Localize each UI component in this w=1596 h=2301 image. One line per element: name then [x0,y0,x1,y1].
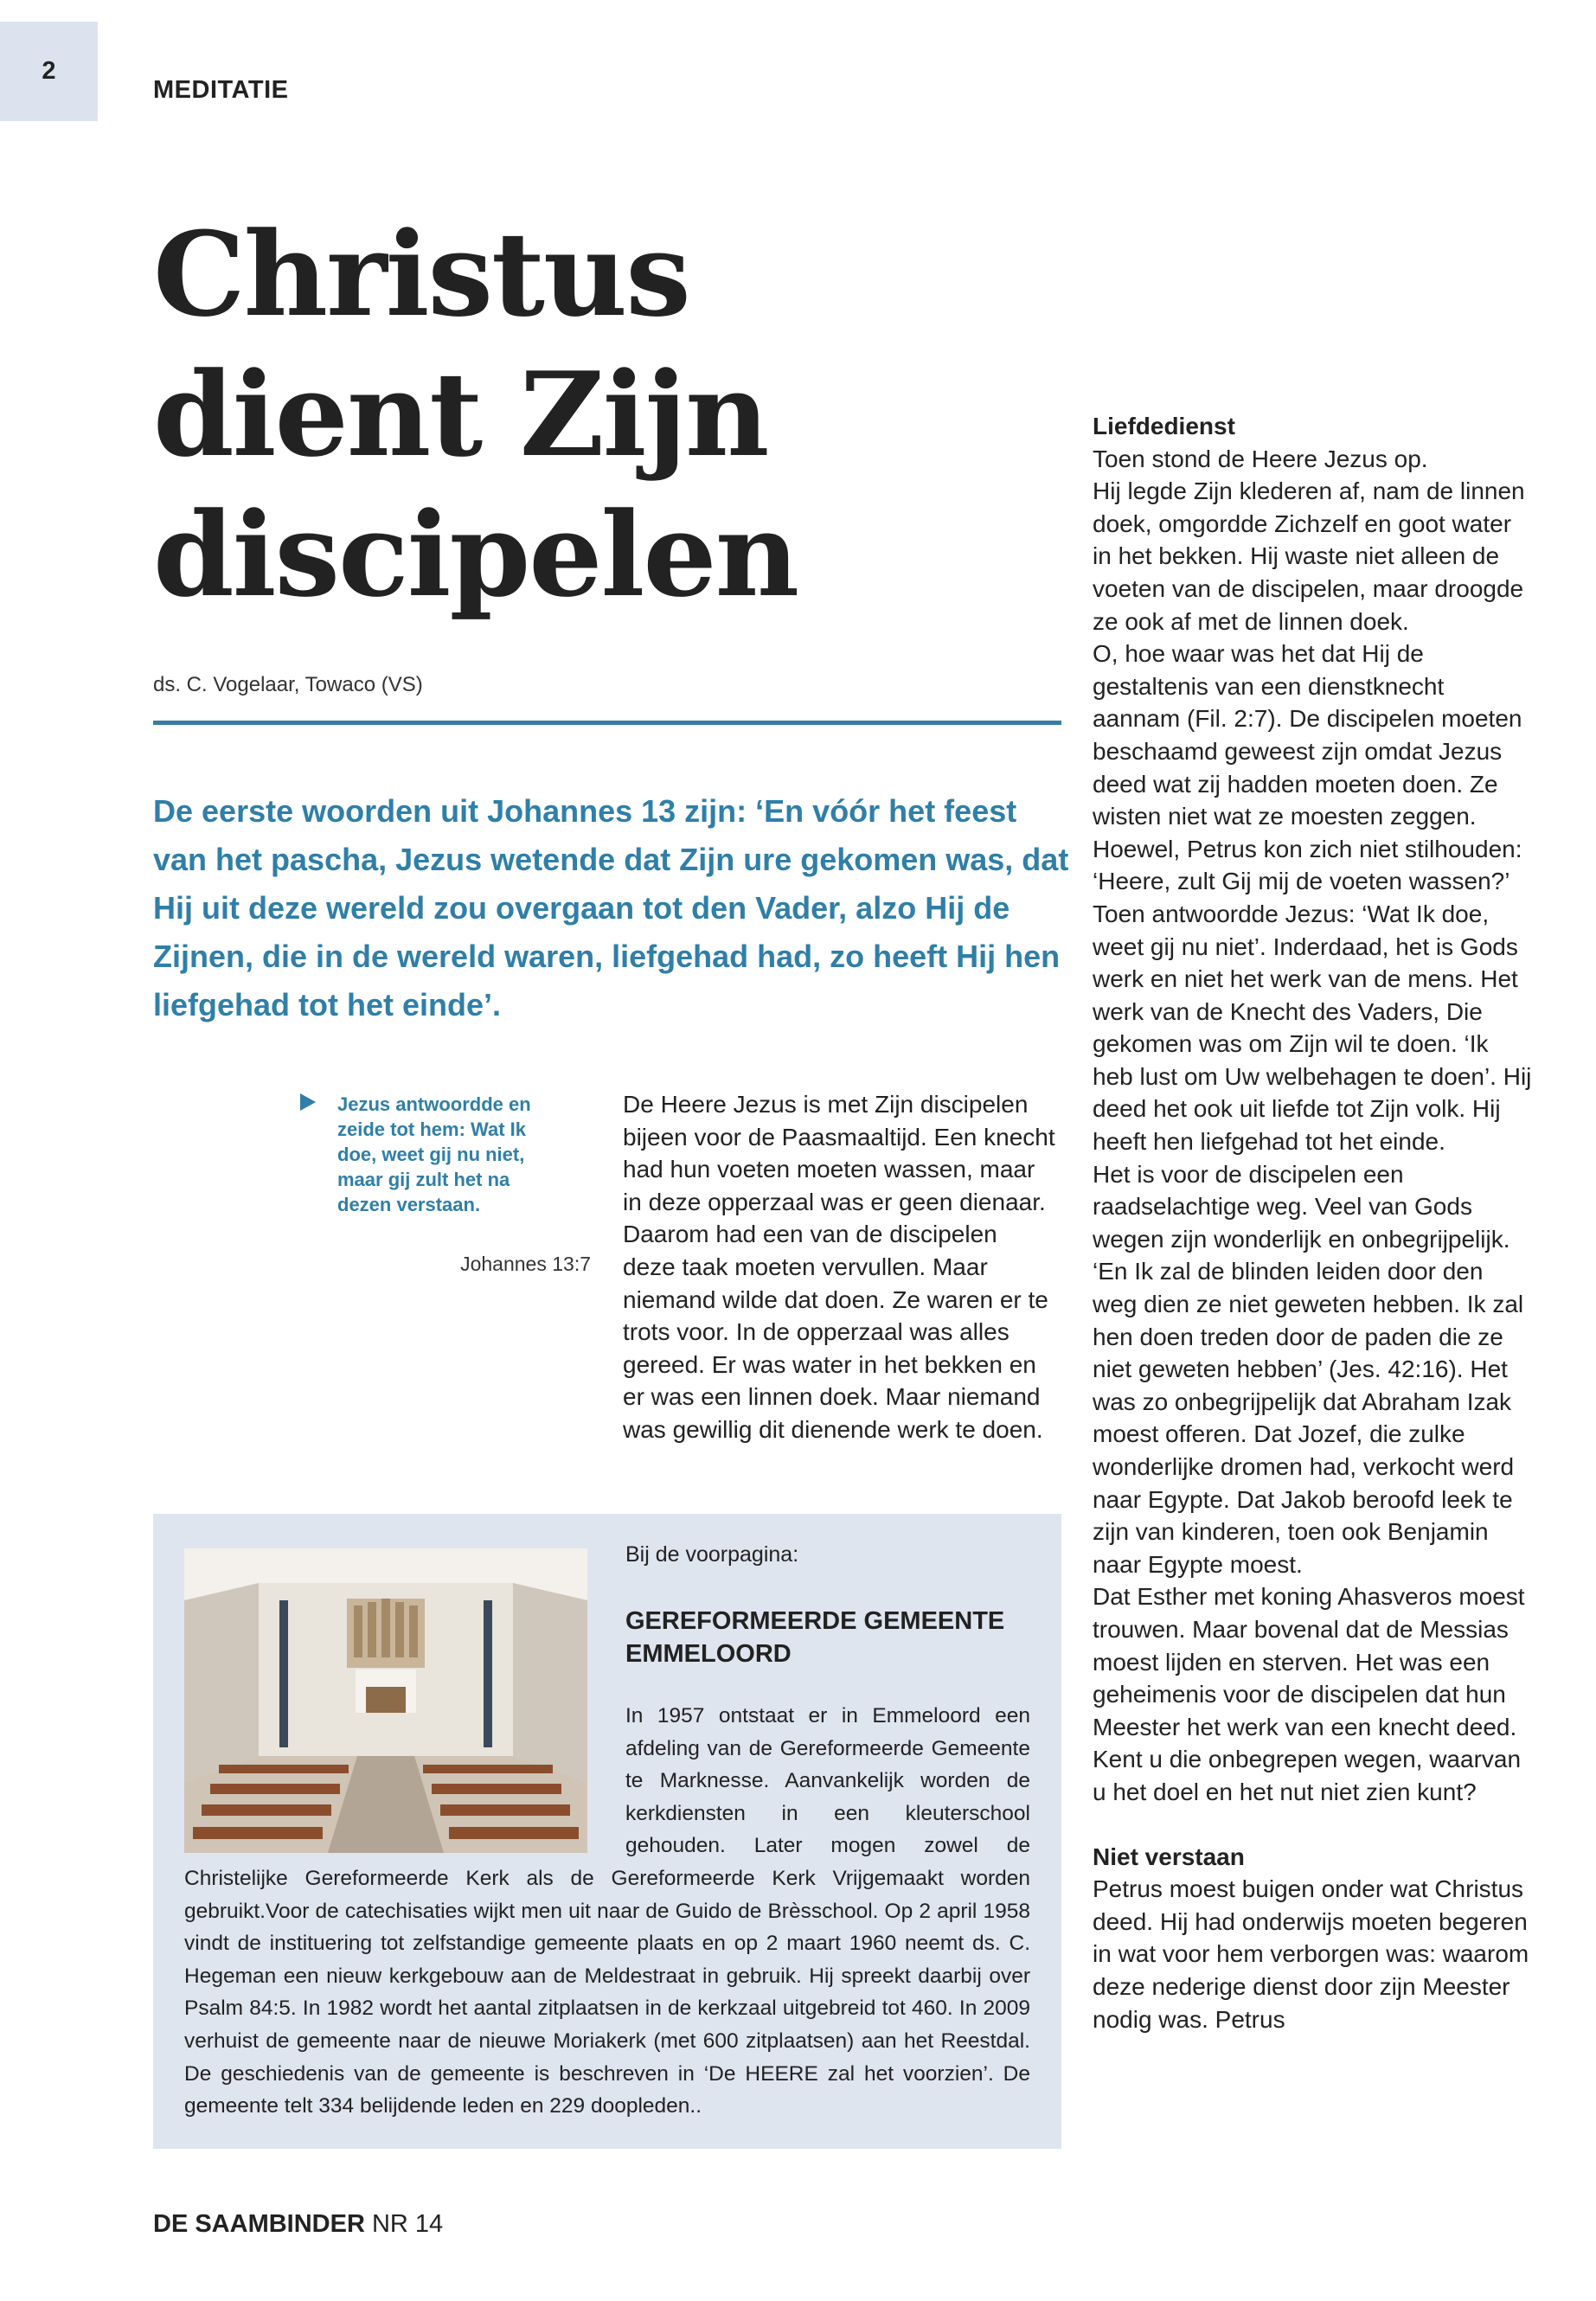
cover-info-box [153,1514,1061,2149]
article-title [153,204,897,625]
section-label: MEDITATIE [153,76,289,104]
paragraph: Hij legde Zijn klederen af, nam de linnen doek, omgordde Zichzelf en goot water in het bekken. Hij waste niet alleen de voeten van de discipelen, maar droogde ze ook af met de linnen doek. [1093,478,1525,635]
pull-quote-text: Jezus antwoordde en zeide tot hem: Wat Ik doe, weet gij nu niet, maar gij zult het na dezen verstaan. [337,1093,531,1215]
cover-caption-text-wrapper [184,1700,1030,2123]
publication-name: DE SAAMBINDER [153,2210,365,2238]
paragraph: O, hoe waar was het dat Hij de gestaltenis van een dienstknecht aannam (Fil. 2:7). De discipelen moeten beschaamd geweest zijn omdat Jezus deed wat zij hadden moeten doen. Ze wisten niet wat ze moesten zeggen. Hoewel, Petrus kon zich niet stilhouden: ‘Heere, zult Gij mij de voeten wassen?’ [1093,640,1522,895]
pull-quote-reference: Johannes 13:7 [460,1253,591,1275]
subheading-niet-verstaan: Niet verstaan [1093,1843,1245,1870]
paragraph: Het is voor de discipelen een raadselachtige weg. Veel van Gods wegen zijn wonderlijk en onbegrijpelijk. ‘En Ik zal de blinden leiden door den weg dien ze niet geweten hebben. Ik zal hen doen treden door de paden die ze niet geweten hebben’ (Jes. 42:16). Het was zo onbegrijpelijk dat Abraham Izak moest offeren. Dat Jozef, die zulke wonderlijke dromen had, verkocht werd naar Egypte. Dat Jakob beroofd leek te zijn van kinderen, toen ook Benjamin naar Egypte moest. [1093,1160,1524,1578]
paragraph: Toen antwoordde Jezus: ‘Wat Ik doe, weet gij nu niet’. Inderdaad, het is Gods werk en niet het werk van de mens. Het werk van de Knecht des Vaders, Die gekomen was om Zijn wil te doen. ‘Ik heb lust om Uw welbehagen te doen’. Hij deed het ook uit liefde tot Zijn volk. Hij heeft hen liefgehad tot het einde. [1093,900,1532,1156]
issue-number: NR 14 [371,2210,444,2238]
cover-caption-intro: Bij de voorpagina: [625,1542,799,1567]
cover-caption-text: In 1957 ontstaat er in Emmeloord een afdeling van de Gereformeerde Gemeente te Marknesse. Aanvankelijk worden de kerkdiensten in een kleuterschool gehouden. Later mogen zowel de Christelijke Gereformeerde Kerk als de Gereformeerde Kerk Vrijgemaakt worden gebruikt.Voor de catechisaties wijkt men uit naar de Guido de Brèsschool. Op 2 april 1958 vindt de instituering tot zelfstandige gemeente plaats en op 2 maart 1960 neemt ds. C. Hegeman een nieuw kerkgebouw aan de Meldestraat in gebruik. Hij spreekt daarbij over Psalm 84:5. In 1982 wordt het aantal zitplaatsen in de kerkzaal uitgebreid tot 460. In 2009 verhuist de gemeente naar de nieuwe Moriakerk (met 600 zitplaatsen) aan het Reestdal. De geschiedenis van de gemeente is beschreven in ‘De HEERE zal het voorzien’. De gemeente telt 334 belijdende leden en 229 doopleden.. [184,1704,1030,2118]
page-number: 2 [0,22,98,121]
body-column-2 [1093,410,1534,2035]
subheading-liefdedienst: Liefdedienst [1093,413,1235,439]
paragraph: Petrus moest buigen onder wat Christus deed. Hij had onderwijs moeten begeren in wat voor hem verborgen was: waarom deze nederige dienst door zijn Meester nodig was. Petrus [1093,1875,1529,2033]
footer [153,2210,443,2239]
title-divider [153,721,1061,725]
paragraph: Dat Esther met koning Ahasveros moest trouwen. Maar bovenal dat de Messias moest lijden en sterven. Het was een geheimenis voor de discipelen dat hun Meester het werk van een knecht deed. Kent u die onbegrepen wegen, waarvan u het doel en het nut niet zien kunt? [1093,1583,1525,1805]
pull-quote [300,1092,568,1217]
paragraph: Toen stond de Heere Jezus op. [1093,445,1428,472]
triangle-arrow-icon [300,1093,316,1111]
lead-paragraph: De eerste woorden uit Johannes 13 zijn: ‘En vóór het feest van het pascha, Jezus wetende dat Zijn ure gekomen was, dat Hij uit deze wereld zou overgaan tot den Vader, alzo Hij de Zijnen, die in de wereld waren, liefgehad had, zo heeft Hij hen liefgehad tot het einde’. [153,793,1069,1022]
body-column-1: De Heere Jezus is met Zijn discipelen bijeen voor de Paasmaaltijd. Een knecht had hun voeten moeten wassen, maar in deze opperzaal was er geen dienaar. Daarom had een van de discipelen deze taak moeten vervullen. Maar niemand wilde dat doen. Ze waren er te trots voor. In de opperzaal was alles gereed. Er was water in het bekken en er was een linnen doek. Maar niemand was gewillig dit dienende werk te doen. [623,1091,1055,1443]
title-line: dient Zijn [153,346,768,483]
title-line: discipelen [153,486,798,623]
title-line: Christus [153,206,689,343]
cover-caption-heading: GEREFORMEERDE GEMEENTE EMMELOORD [625,1607,1005,1668]
author-byline: ds. C. Vogelaar, Towaco (VS) [153,673,423,696]
